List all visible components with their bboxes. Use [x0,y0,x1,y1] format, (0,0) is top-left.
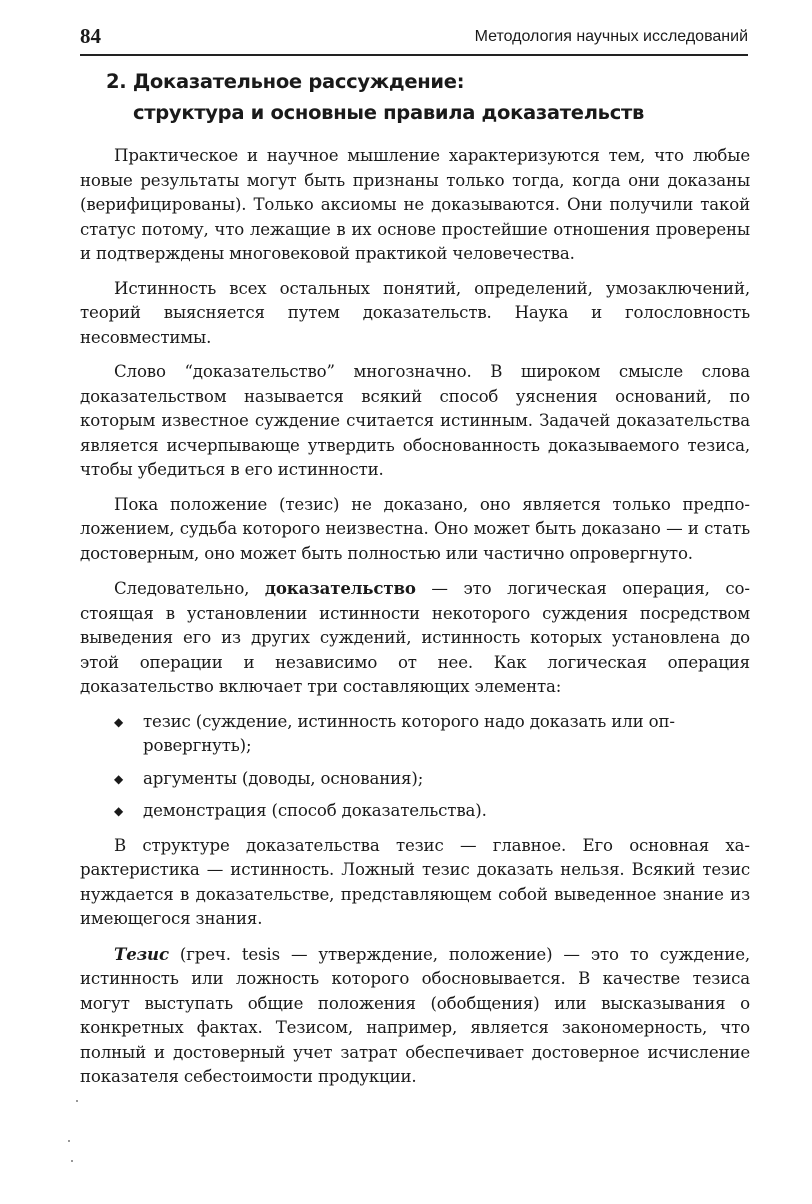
list-item-text: демонстрация (способ доказательства). [143,801,487,820]
paragraph-7 [80,942,750,1090]
term-thesis: Тезис [114,943,169,964]
paragraph-7-rest: (греч. tesis — утверждение, положение) — это то суждение, истинность или ложность которого обосновывается. В качестве тезиса могут выступать общие положения (обобщения) или высказывания о конкретных фактах. Тезисом, например, является закономерность, что полный и достоверный учет затрат обеспечивает достоверное исчисление показателя себестоимости продукции. [80,944,750,1086]
diamond-bullet-icon: ◆ [114,771,124,786]
list-item [80,710,750,759]
paragraph-6: В структуре доказательства тезис — главное. Его основная характеристика — истинность. Ложный тезис доказать нельзя. Всякий тезис нуждается в доказательстве, представляющем собой выведенное знание из имеющегося знания. [80,835,750,928]
section-title-line-2: структура и основные правила доказательств [133,101,645,124]
diamond-bullet-icon: ◆ [114,714,124,729]
list-item-text: тезис (суждение, истинность которого надо доказать или опровергнуть); [143,711,675,755]
paragraph-5-lead: Следовательно, [114,579,265,598]
paragraph-5 [80,576,750,700]
header-rule [80,54,748,56]
page-header [80,22,748,56]
section-title-line-1: 2. Доказательное рассуждение: [106,70,465,93]
list-item [80,767,750,792]
page-number: 84 [80,24,101,48]
list-item-text: аргументы (доводы, основания); [143,768,424,788]
paragraph-3: Слово “доказательство” многозначно. В широком смысле слова доказательством называется всякий способ уяснения оснований, по которым известное суждение считается истинным. Задачей доказательства является исчерпывающе утвердить обоснованность доказываемого тезиса, чтобы убедиться в его истинности. [80,362,750,479]
paragraph-5-rest: — это логическая операция, состоящая в установлении истинности некоторого суждения посредством выведения его из других суждений, истинность которых установлена до этой операции и независимо от нее. Как логическая операция доказательство включает три составляющих элемента: [80,579,750,696]
paragraph-4: Пока положение (тезис) не доказано, оно является только предположением, судьба которого неизвестна. Оно может быть доказано — и стать достоверным, оно может быть полностью или частично опровергнуто. [80,494,750,563]
paragraph-2: Истинность всех остальных понятий, определений, умозаключений, теорий выясняется путем доказательств. Наука и голословность несовместимы. [80,278,750,347]
term-proof: доказательство [264,578,416,598]
list-item [80,799,750,824]
section-title [106,66,756,128]
element-list [80,710,750,824]
diamond-bullet-icon: ◆ [114,804,124,818]
paragraph-1: Практическое и научное мышление характеризуются тем, что любые новые результаты могут быть признаны только тогда, когда они доказаны (верифицированы). Только аксиомы не доказываются. Они получили такой статус потому, что лежащие в их основе простейшие отношения проверены и подтверждены многовековой практикой человечества. [80,146,750,263]
scan-speck [71,1160,73,1162]
body-text [80,144,750,1100]
scan-speck [68,1140,70,1142]
running-title: Методология научных исследований [474,28,748,45]
scan-speck [76,1100,78,1102]
